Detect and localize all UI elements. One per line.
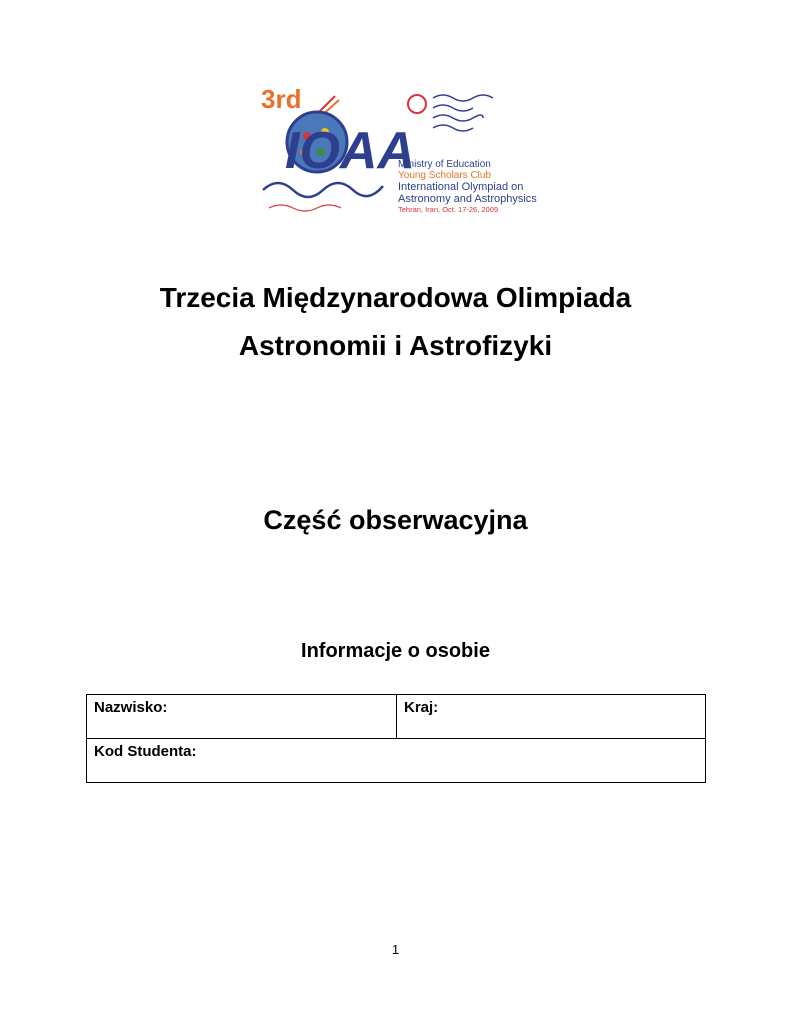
persian-script-icon — [433, 95, 493, 101]
country-label: Kraj: — [404, 699, 439, 716]
document-title-line-2: Astronomii i Astrofizyki — [238, 330, 553, 361]
persian-script-icon — [433, 105, 473, 111]
logo-line: Tehran, Iran, Oct. 17-26, 2009 — [398, 205, 499, 214]
logo-line: Astronomy and Astrophysics — [398, 193, 537, 205]
country-field[interactable] — [397, 695, 706, 739]
section-heading: Informacje o osobie — [301, 640, 490, 662]
student-code-field[interactable] — [87, 739, 706, 783]
persian-script-icon — [433, 125, 473, 131]
document-title-line-1: Trzecia Międzynarodowa Olimpiada — [159, 282, 632, 313]
student-code-label: Kod Studenta: — [94, 743, 197, 760]
ioaa-logo-graphic — [255, 80, 545, 215]
persian-script-icon — [263, 183, 383, 197]
logo-edition: 3rd — [261, 84, 302, 114]
persian-script-icon — [433, 115, 483, 121]
logo-acronym: IOAA — [285, 122, 415, 180]
name-label: Nazwisko: — [94, 699, 168, 716]
document-subtitle: Część obserwacyjna — [263, 505, 528, 535]
ioaa-logo — [255, 80, 545, 215]
page-number: 1 — [391, 942, 400, 957]
name-field[interactable] — [87, 695, 397, 739]
personal-info-table — [86, 694, 706, 783]
persian-script-icon — [269, 205, 341, 211]
logo-line: Young Scholars Club — [398, 170, 492, 181]
logo-line: International Olympiad on — [398, 181, 524, 193]
emblem-icon — [408, 95, 426, 113]
logo-line: Ministry of Education — [398, 159, 491, 170]
table-row — [87, 739, 706, 783]
table-row — [87, 695, 706, 739]
